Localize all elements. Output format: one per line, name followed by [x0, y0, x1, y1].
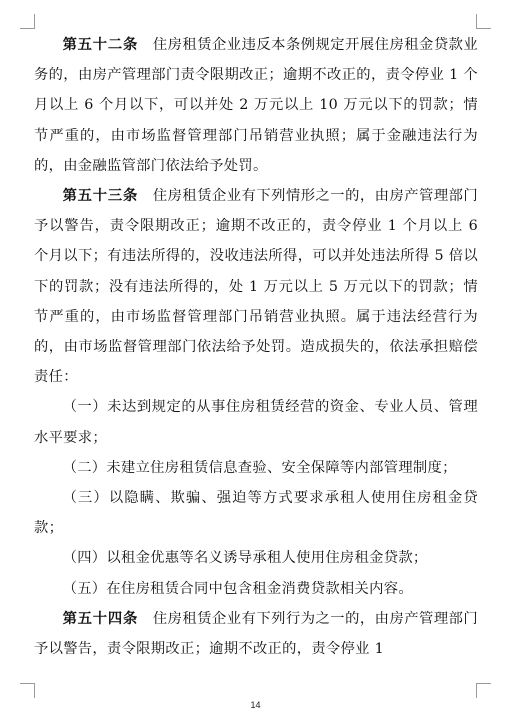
article-heading: 第五十三条 — [62, 188, 139, 205]
list-item: （二）未建立住房租赁信息查验、安全保障等内部管理制度； — [62, 459, 457, 476]
list-item: （三）以隐瞒、欺骗、强迫等方式要求承租人使用住房租金贷款； — [34, 490, 478, 537]
document-body — [34, 30, 478, 664]
crop-mark-bottom-left — [20, 683, 35, 698]
crop-mark-top-right — [476, 14, 491, 29]
crop-mark-top-left — [20, 14, 35, 29]
article-53 — [34, 181, 478, 392]
list-item: （五）在住房租赁合同中包含租金消费贷款相关内容。 — [62, 580, 413, 597]
article-heading: 第五十二条 — [62, 37, 139, 53]
article-text: 住房租赁企业有下列行为之一的，由房产管理部门予以警告，责令限期改正；逾期不改正的，责令停业 1 — [34, 610, 478, 658]
article-text: 住房租赁企业有下列情形之一的，由房产管理部门予以警告，责令限期改正；逾期不改正的，责令停业 1 个月以上 6 个月以下；有违法所得的，没收违法所得，可以并处违法所得 5 倍以下的罚款；没有违法所得的，处 1 万元以上 5 万元以下的罚款；情节严重的，由市场监督管理部门吊销营业执照。属于违法经营行为的，由市场监督管理部门依法给予处罚。造成损失的，依法承担赔偿责任： — [34, 188, 478, 386]
article-54 — [34, 604, 478, 664]
article-text: 住房租赁企业违反本条例规定开展住房租金贷款业务的，由房产管理部门责令限期改正；逾期不改正的，责令停业 1 个月以上 6 个月以下，可以并处 2 万元以上 10 万元以下的罚款；情节严重的，由市场监督管理部门吊销营业执照；属于金融违法行为的，由金融监管部门依法给予处罚。 — [34, 37, 478, 174]
list-item: （一）未达到规定的从事住房租赁经营的资金、专业人员、管理水平要求； — [34, 399, 478, 446]
page-number: 14 — [250, 700, 261, 710]
crop-mark-bottom-right — [476, 683, 491, 698]
article-52 — [34, 30, 478, 181]
list-item: （四）以租金优惠等名义诱导承租人使用住房租金贷款； — [62, 550, 428, 567]
article-heading: 第五十四条 — [62, 610, 139, 627]
